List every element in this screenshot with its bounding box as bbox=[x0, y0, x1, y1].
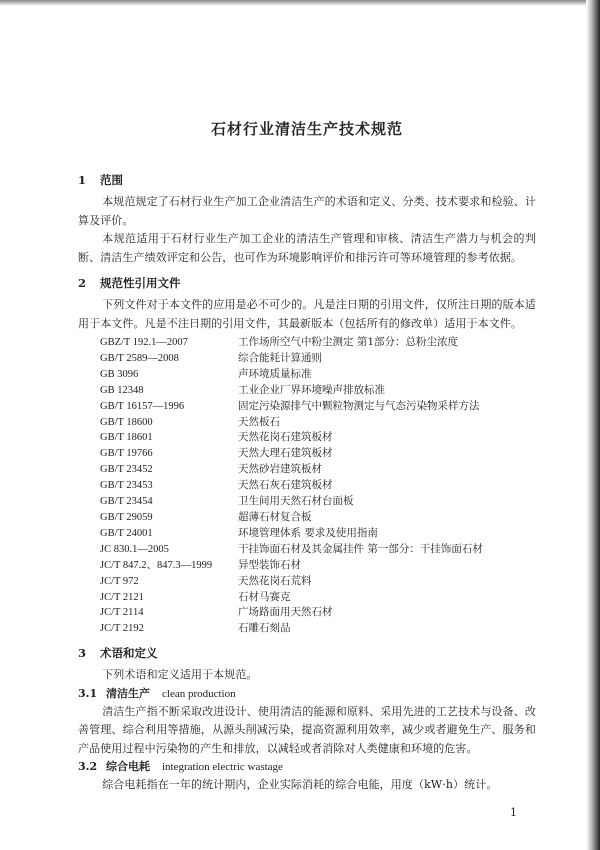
reference-code: JC/T 2121 bbox=[100, 591, 144, 603]
section-number: 1 bbox=[78, 173, 87, 187]
term-3-2-definition: 综合电耗指在一年的统计期内，企业实际消耗的综合电能，用度（kW·h）统计。 bbox=[102, 778, 498, 792]
reference-title: 天然石灰石建筑板材 bbox=[238, 479, 333, 492]
reference-code: JC/T 972 bbox=[100, 575, 139, 587]
reference-code: JC/T 2114 bbox=[100, 607, 144, 619]
reference-row bbox=[100, 558, 536, 574]
section-2-heading bbox=[78, 275, 536, 291]
reference-title: 石材马赛克 bbox=[238, 590, 291, 603]
reference-title: 天然大理石建筑板材 bbox=[238, 447, 333, 460]
section-title: 范围 bbox=[100, 173, 123, 187]
term-number: 3.1 bbox=[78, 686, 98, 700]
reference-title: 天然花岗石荒料 bbox=[238, 574, 312, 587]
reference-code: GB/T 23453 bbox=[100, 480, 153, 492]
reference-title: 工业企业厂界环境噪声排放标准 bbox=[238, 383, 385, 396]
term-3-1-definition: 清洁生产指不断采取改进设计、使用清洁的能源和原料、采用先进的工艺技术与设备、改善管理、综合利用等措施，从源头削减污染，提高资源利用效率，减少或者避免生产、服务和产品使用过程中污染物的产生和排放，以减轻或者消除对人类健康和环境的危害。 bbox=[78, 704, 536, 755]
reference-title: 干挂饰面石材及其金属挂件 第一部分：干挂饰面石材 bbox=[238, 542, 483, 555]
reference-code: GB/T 19766 bbox=[100, 448, 153, 460]
term-en: integration electric wastage bbox=[162, 761, 283, 774]
reference-row bbox=[100, 510, 536, 526]
page-number: 1 bbox=[510, 806, 517, 819]
reference-code: GBZ/T 192.1—2007 bbox=[100, 337, 188, 348]
reference-code: GB 12348 bbox=[100, 384, 144, 396]
section-title: 规范性引用文件 bbox=[100, 276, 181, 290]
reference-title: 天然砂岩建筑板材 bbox=[238, 463, 322, 476]
reference-row bbox=[100, 415, 536, 431]
reference-code: GB/T 18601 bbox=[100, 432, 153, 444]
reference-row bbox=[100, 462, 536, 478]
reference-row bbox=[100, 542, 536, 558]
reference-code: GB/T 24001 bbox=[100, 527, 153, 539]
reference-title: 石雕石刻品 bbox=[238, 622, 291, 635]
reference-row bbox=[100, 383, 536, 399]
reference-title: 异型装饰石材 bbox=[238, 558, 301, 571]
reference-code: GB/T 16157—1996 bbox=[100, 400, 185, 412]
reference-title: 天然板石 bbox=[238, 415, 280, 428]
reference-code: GB/T 29059 bbox=[100, 511, 153, 523]
reference-title: 综合能耗计算通则 bbox=[238, 351, 322, 364]
reference-row bbox=[100, 351, 536, 367]
reference-code: GB/T 23452 bbox=[100, 464, 153, 476]
reference-code: JC/T 847.2、847.3—1999 bbox=[100, 559, 213, 571]
document-body bbox=[78, 119, 536, 795]
reference-row bbox=[100, 621, 536, 637]
reference-title: 天然花岗石建筑板材 bbox=[238, 431, 333, 444]
reference-title: 固定污染源排气中颗粒物测定与气态污染物采样方法 bbox=[238, 399, 480, 412]
term-en: clean production bbox=[162, 687, 236, 700]
reference-row bbox=[100, 399, 536, 415]
reference-row bbox=[100, 574, 536, 590]
section-number: 2 bbox=[78, 276, 87, 290]
document-title: 石材行业清洁生产技术规范 bbox=[210, 120, 403, 138]
reference-code: JC 830.1—2005 bbox=[100, 543, 169, 555]
reference-row bbox=[100, 446, 536, 462]
term-3-1-heading bbox=[78, 685, 536, 703]
term-number: 3.2 bbox=[78, 760, 98, 774]
reference-row bbox=[100, 590, 536, 606]
term-zh: 清洁生产 bbox=[106, 686, 150, 700]
reference-code: GB 3096 bbox=[100, 368, 139, 380]
reference-title: 工作场所空气中粉尘测定 第1部分：总粉尘浓度 bbox=[238, 336, 459, 348]
section-number: 3 bbox=[78, 646, 87, 661]
reference-code: GB/T 23454 bbox=[100, 496, 153, 508]
scope-paragraph-2: 本规范适用于石材行业生产加工企业的清洁生产管理和审核、清洁生产潜力与机会的判断、清洁生产绩效评定和公告，也可作为环境影响评价和排污许可等环境管理的参考依据。 bbox=[78, 232, 536, 264]
reference-row bbox=[100, 494, 536, 510]
reference-title: 广场路面用天然石材 bbox=[238, 606, 333, 619]
reference-title: 卫生间用天然石材台面板 bbox=[238, 495, 354, 508]
section-title: 术语和定义 bbox=[100, 646, 158, 661]
reference-code: GB/T 2589—2008 bbox=[100, 352, 179, 364]
reference-code: JC/T 2192 bbox=[100, 623, 144, 635]
reference-row bbox=[100, 367, 536, 383]
reference-row bbox=[100, 526, 536, 542]
scan-edge-top bbox=[0, 0, 600, 6]
references-intro: 下列文件对于本文件的应用是必不可少的。凡是注日期的引用文件，仅所注日期的版本适用于本文件。凡是不注日期的引用文件，其最新版本（包括所有的修改单）适用于本文件。 bbox=[78, 298, 536, 330]
term-3-2-heading bbox=[78, 758, 536, 776]
term-zh: 综合电耗 bbox=[106, 760, 150, 774]
scan-edge-right bbox=[586, 0, 600, 850]
reference-row bbox=[100, 478, 536, 494]
reference-row bbox=[100, 430, 536, 446]
reference-row bbox=[100, 335, 536, 351]
reference-title: 环境管理体系 要求及使用指南 bbox=[238, 526, 378, 539]
reference-title: 声环境质量标准 bbox=[238, 367, 312, 380]
terms-intro: 下列术语和定义适用于本规范。 bbox=[102, 668, 258, 682]
scope-paragraph-1: 本规范规定了石材行业生产加工企业清洁生产的术语和定义、分类、技术要求和检验、计算及评价。 bbox=[78, 195, 536, 227]
reference-code: GB/T 18600 bbox=[100, 416, 153, 428]
section-3-heading bbox=[78, 645, 536, 661]
section-1-heading bbox=[78, 172, 536, 188]
reference-list bbox=[100, 335, 536, 637]
reference-title: 超薄石材复合板 bbox=[238, 510, 312, 523]
reference-row bbox=[100, 605, 536, 621]
